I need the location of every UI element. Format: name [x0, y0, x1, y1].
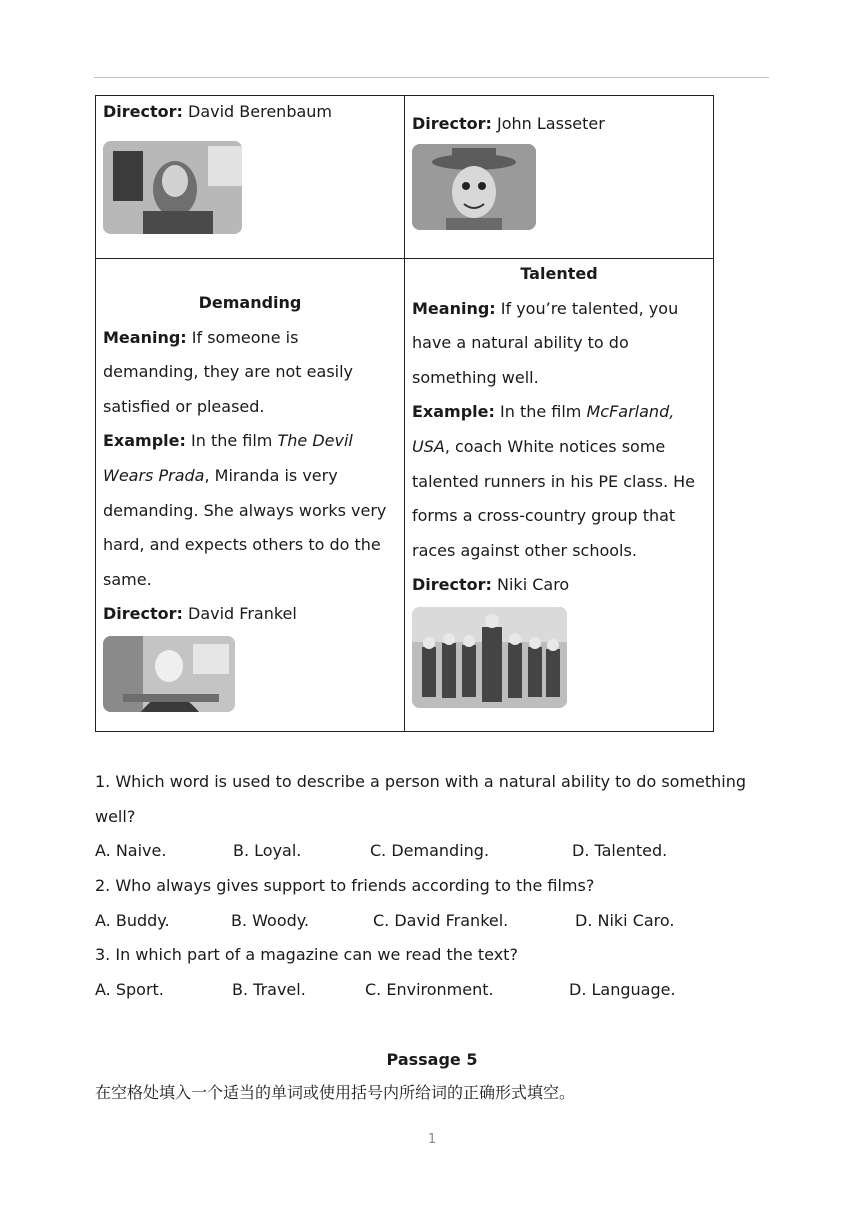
option-d[interactable]: D. Talented. — [572, 841, 668, 860]
film-still-photo — [103, 636, 235, 712]
meaning-label: Meaning: — [412, 298, 496, 318]
director-label: Director: — [412, 114, 492, 133]
option-d[interactable]: D. Niki Caro. — [575, 911, 675, 930]
director-line — [412, 568, 706, 603]
meaning-text — [103, 321, 397, 425]
question-3: 3. In which part of a magazine can we read the text? — [95, 945, 518, 964]
film-still-image — [412, 607, 567, 708]
example-body: , Miranda is very demanding. She always works very hard, and expects others to do the same. — [103, 465, 387, 589]
word-heading: Talented — [520, 264, 598, 283]
option-c[interactable]: C. Environment. — [365, 980, 494, 999]
cell-berenbaum — [96, 96, 405, 259]
table-row — [96, 259, 714, 732]
option-b[interactable]: B. Woody. — [231, 911, 310, 930]
director-line — [103, 96, 397, 128]
example-pre: In the film — [494, 402, 587, 422]
question-1-options — [95, 834, 775, 868]
example-label: Example: — [412, 402, 495, 422]
cell-talented — [405, 259, 714, 732]
table-row — [96, 96, 714, 259]
passage-title: Passage 5 — [386, 1050, 478, 1069]
director-name: David Berenbaum — [182, 102, 333, 121]
option-b[interactable]: B. Loyal. — [233, 841, 302, 860]
director-label: Director: — [103, 604, 183, 624]
option-a[interactable]: A. Sport. — [95, 980, 164, 999]
question-3-options — [95, 973, 775, 1007]
example-text — [103, 424, 397, 597]
film-title: McFarland, USA — [412, 402, 675, 456]
passage-instruction: 在空格处填入一个适当的单词或使用括号内所给词的正确形式填空。 — [95, 1083, 576, 1102]
page-number: 1 — [427, 1132, 437, 1147]
film-still-image — [103, 636, 235, 712]
option-a[interactable]: A. Naive. — [95, 841, 167, 860]
example-pre: In the film — [185, 431, 278, 451]
option-c[interactable]: C. David Frankel. — [373, 911, 509, 930]
option-d[interactable]: D. Language. — [569, 980, 676, 999]
example-label: Example: — [103, 431, 186, 451]
film-still-photo — [412, 144, 536, 230]
vocabulary-table — [95, 95, 714, 732]
director-name: Niki Caro — [491, 575, 570, 595]
director-label: Director: — [412, 575, 492, 595]
header-rule — [94, 77, 769, 78]
director-name: John Lasseter — [491, 114, 605, 133]
meaning-label: Meaning: — [103, 327, 187, 347]
example-text — [412, 395, 706, 568]
cell-demanding — [96, 259, 405, 732]
question-2: 2. Who always gives support to friends according to the films? — [95, 876, 595, 895]
director-name: David Frankel — [182, 604, 297, 624]
film-still-photo — [412, 607, 567, 708]
option-c[interactable]: C. Demanding. — [370, 841, 490, 860]
film-title: The Devil Wears Prada — [103, 431, 353, 485]
example-body: , coach White notices some talented runners in his PE class. He forms a cross-country group that races against other schools. — [412, 436, 695, 560]
director-label: Director: — [103, 102, 183, 121]
director-line — [103, 597, 397, 632]
word-heading: Demanding — [198, 293, 302, 312]
film-still-image — [103, 141, 242, 234]
meaning-body: If you’re talented, you have a natural ability to do something well. — [412, 298, 679, 387]
question-2-options — [95, 904, 775, 938]
option-a[interactable]: A. Buddy. — [95, 911, 170, 930]
film-still-photo — [103, 141, 242, 234]
cell-lasseter — [405, 96, 714, 259]
film-still-image — [412, 144, 536, 230]
meaning-text — [412, 292, 706, 396]
question-1: 1. Which word is used to describe a person with a natural ability to do something well? — [95, 772, 747, 826]
meaning-body: If someone is demanding, they are not easily satisfied or pleased. — [103, 327, 354, 416]
director-line — [412, 108, 706, 140]
option-b[interactable]: B. Travel. — [232, 980, 306, 999]
